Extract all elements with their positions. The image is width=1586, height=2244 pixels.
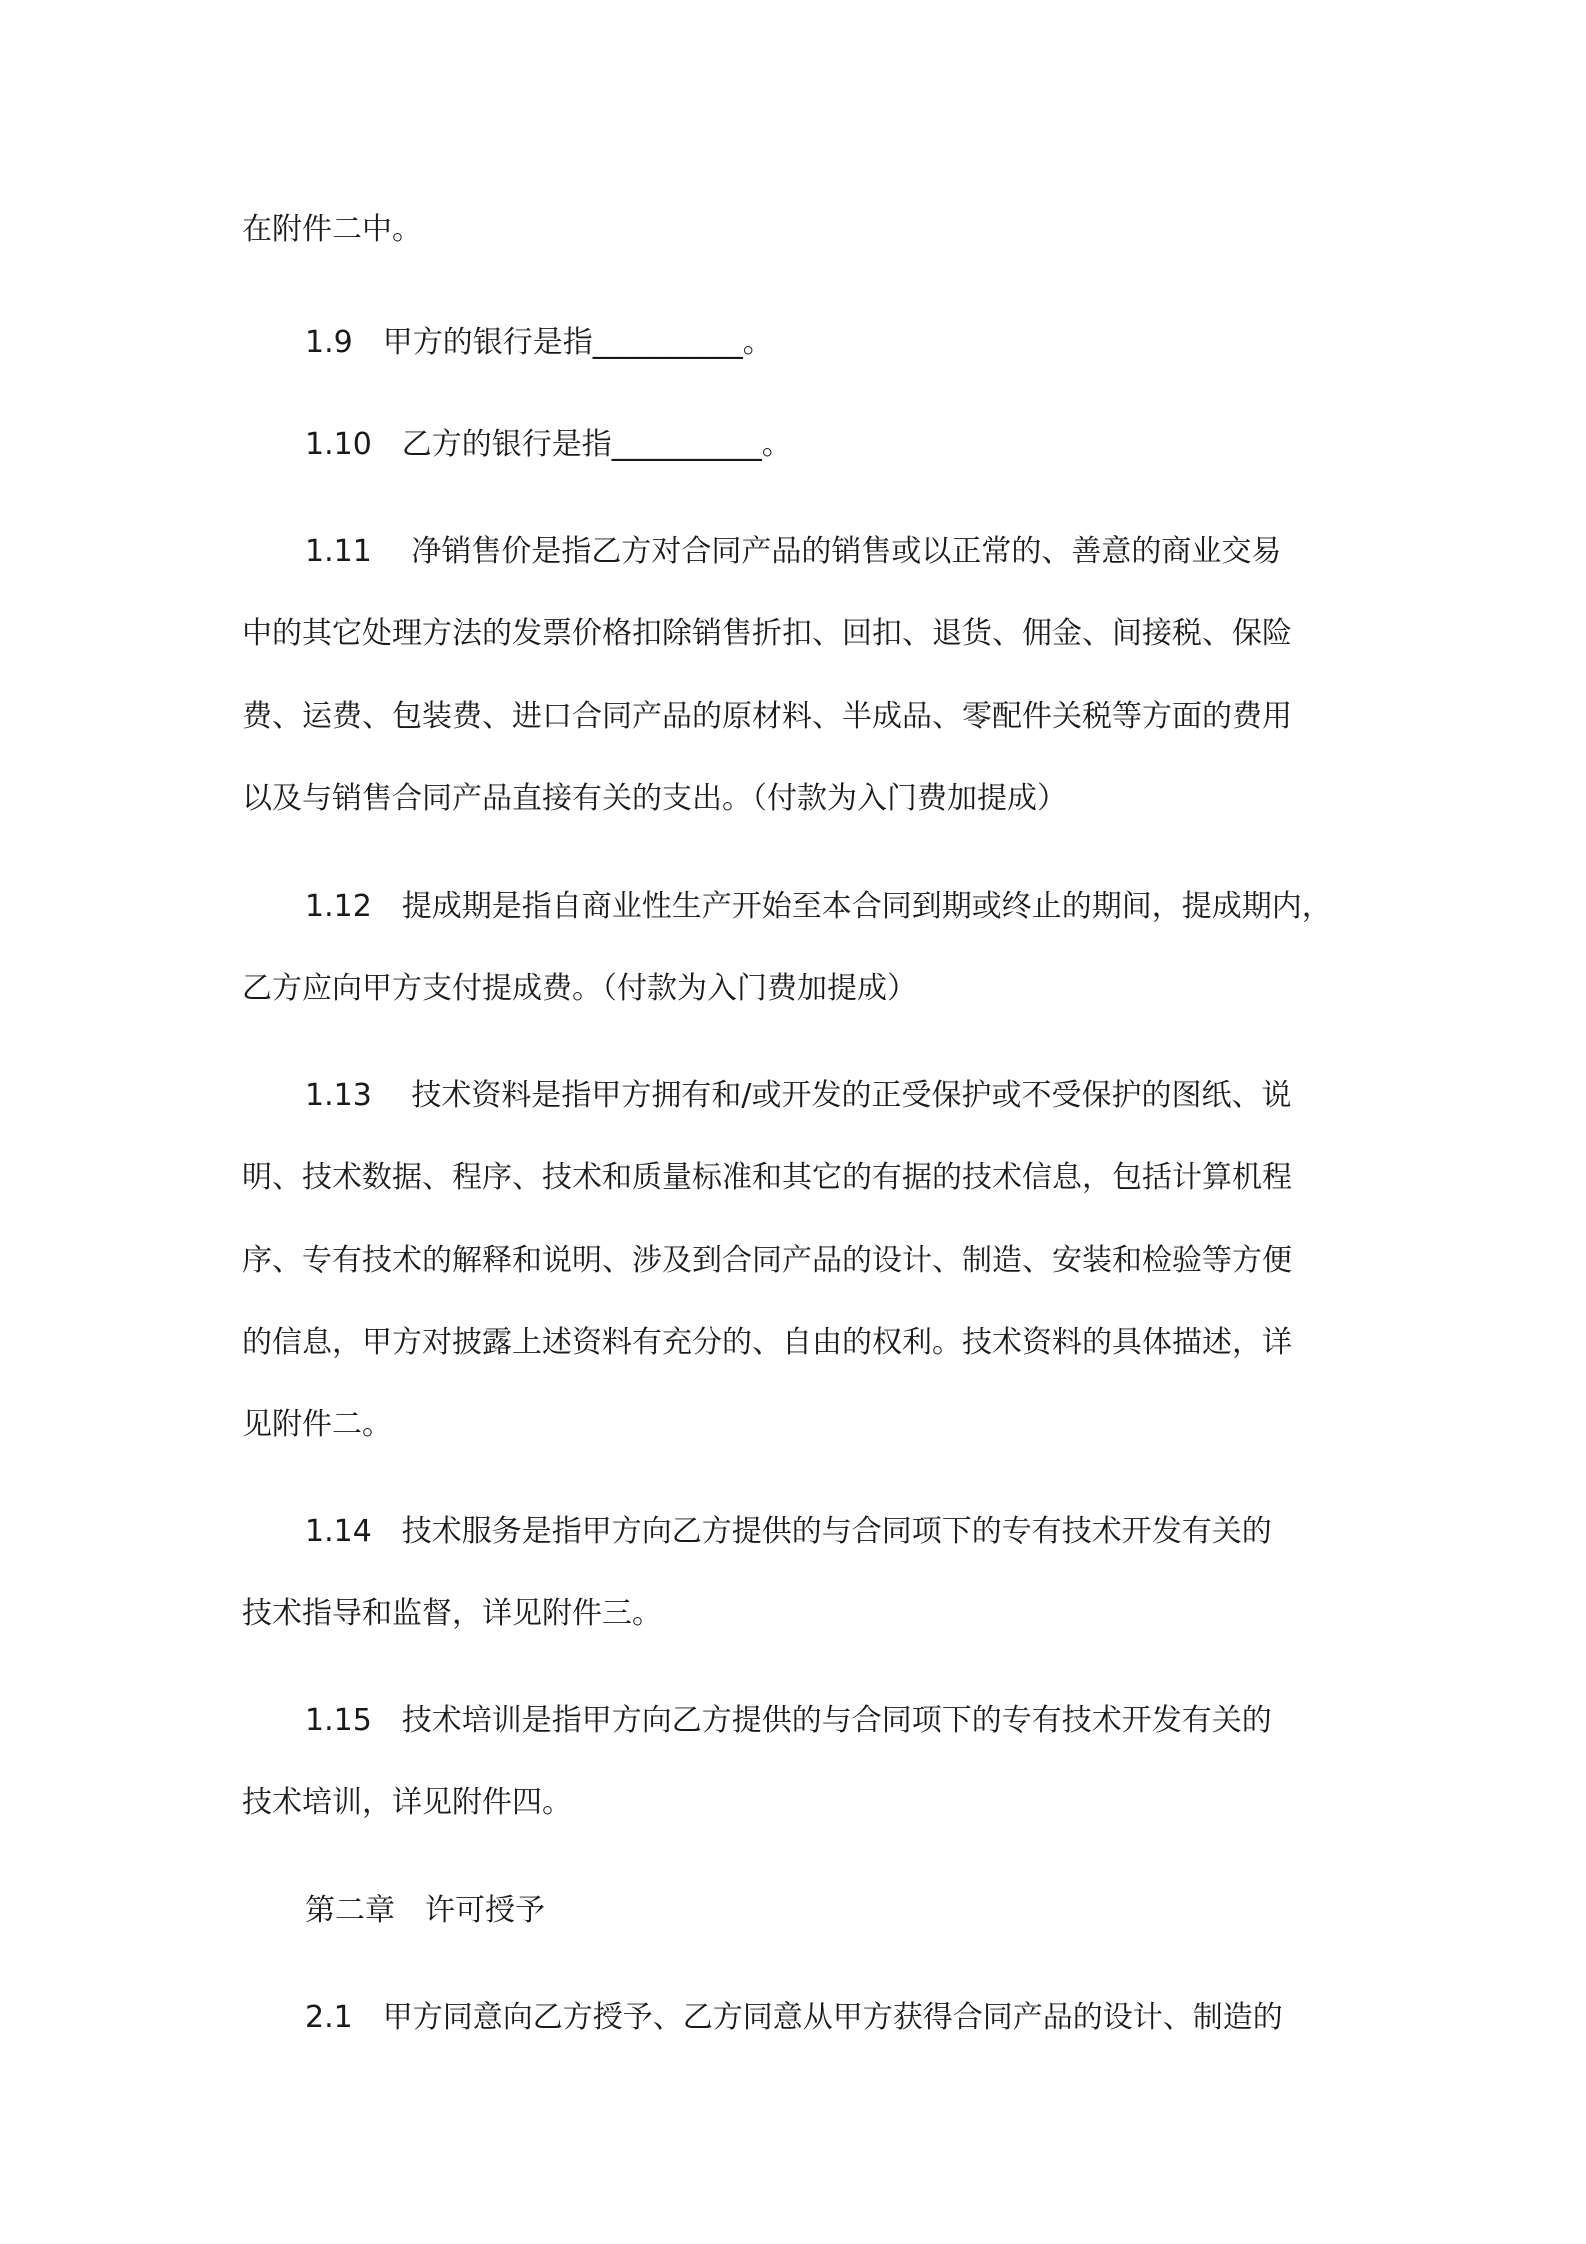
text-line: 技术培训，详见附件四。: [242, 1785, 572, 1820]
clause-1-15: 1.15 技术培训是指甲方向乙方提供的与合同项下的专有技术开发有关的: [305, 1703, 1272, 1738]
clause-1-13: 1.13 技术资料是指甲方拥有和/或开发的正受保护或不受保护的图纸、说: [305, 1078, 1292, 1113]
text-line: 见附件二。: [242, 1407, 392, 1442]
text-line: 费、运费、包装费、进口合同产品的原材料、半成品、零配件关税等方面的费用: [242, 699, 1292, 734]
text-line: 乙方应向甲方支付提成费。（付款为入门费加提成）: [242, 971, 917, 1006]
text-line: 明、技术数据、程序、技术和质量标准和其它的有据的技术信息，包括计算机程: [242, 1160, 1292, 1195]
text-line: 在附件二中。: [242, 212, 422, 247]
clause-1-9: 1.9 甲方的银行是指__________。: [305, 325, 773, 360]
text-line: 中的其它处理方法的发票价格扣除销售折扣、回扣、退货、佣金、间接税、保险: [242, 616, 1292, 651]
clause-1-11: 1.11 净销售价是指乙方对合同产品的销售或以正常的、善意的商业交易: [305, 534, 1282, 569]
clause-1-10: 1.10 乙方的银行是指__________。: [305, 427, 792, 462]
clause-1-14: 1.14 技术服务是指甲方向乙方提供的与合同项下的专有技术开发有关的: [305, 1514, 1272, 1549]
text-line: 序、专有技术的解释和说明、涉及到合同产品的设计、制造、安装和检验等方便: [242, 1243, 1292, 1278]
clause-2-1: 2.1 甲方同意向乙方授予、乙方同意从甲方获得合同产品的设计、制造的: [305, 2000, 1283, 2035]
chapter-heading: 第二章 许可授予: [305, 1893, 545, 1928]
text-line: 技术指导和监督，详见附件三。: [242, 1596, 662, 1631]
text-line: 以及与销售合同产品直接有关的支出。（付款为入门费加提成）: [242, 781, 1067, 816]
text-line: 的信息，甲方对披露上述资料有充分的、自由的权利。技术资料的具体描述，详: [242, 1325, 1292, 1360]
clause-1-12: 1.12 提成期是指自商业性生产开始至本合同到期或终止的期间，提成期内，: [305, 889, 1332, 924]
